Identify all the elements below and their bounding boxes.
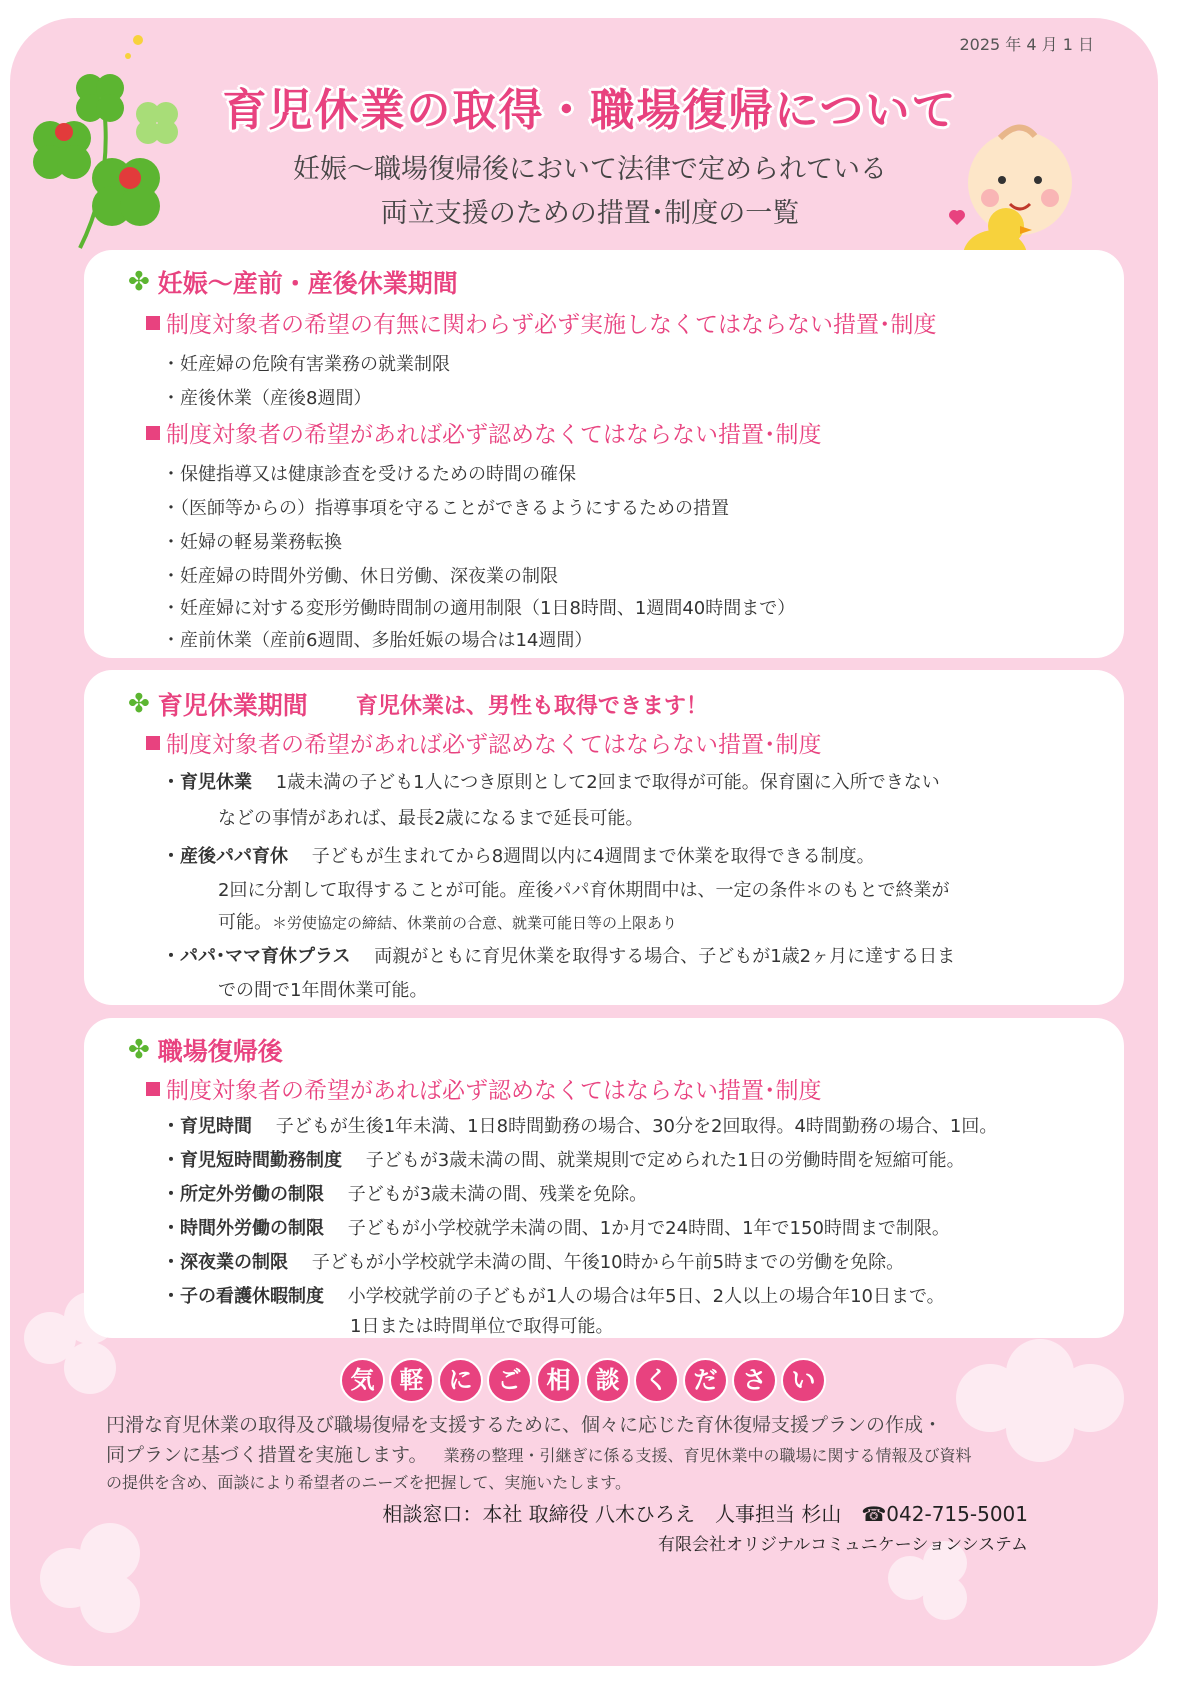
flyer-page bbox=[10, 18, 1158, 1666]
section-heading-text: 育児休業期間 bbox=[157, 691, 308, 720]
subheading-text: 制度対象者の希望の有無に関わらず必ず実施しなくてはならない措置･制度 bbox=[166, 312, 937, 338]
banner-char: い bbox=[781, 1358, 826, 1403]
clover-icon: ✤ bbox=[128, 689, 150, 719]
item-text: 子どもが3歳未満の間、就業規則で定められた1日の労働時間を短縮可能。 bbox=[365, 1150, 965, 1171]
list-item bbox=[162, 1112, 997, 1138]
footer-text-small: 業務の整理・引継ぎに係る支援、育児休業中の職場に関する情報及び資料 bbox=[443, 1446, 972, 1465]
item-text: 子どもが小学校就学未満の間、午後10時から午前5時までの労働を免除。 bbox=[311, 1252, 905, 1273]
list-item: ・妊産婦の危険有害業務の就業制限 bbox=[162, 354, 450, 375]
item-label: ・産後パパ育休 bbox=[162, 846, 288, 867]
item-label: ・時間外労働の制限 bbox=[162, 1218, 324, 1239]
item-continuation bbox=[218, 908, 677, 934]
item-continuation: での間で1年間休業可能。 bbox=[218, 980, 428, 1001]
item-text: 両親がともに育児休業を取得する場合、子どもが1歳2ヶ月に達する日ま bbox=[374, 946, 956, 967]
item-continuation: 1日または時間単位で取得可能。 bbox=[350, 1316, 614, 1337]
list-item bbox=[162, 1248, 904, 1274]
list-item-papa bbox=[162, 842, 875, 868]
list-item: ・産前休業（産前6週間、多胎妊娠の場合は14週間） bbox=[162, 630, 593, 651]
list-item bbox=[162, 1214, 950, 1240]
list-item bbox=[162, 1180, 647, 1206]
list-item: ・産後休業（産後8週間） bbox=[162, 388, 372, 409]
section-return-to-work-card bbox=[84, 1018, 1124, 1338]
subheading-text: 制度対象者の希望があれば必ず認めなくてはならない措置･制度 bbox=[166, 732, 822, 758]
section-childcare-heading bbox=[128, 686, 708, 722]
section-heading-text: 職場復帰後 bbox=[157, 1037, 283, 1066]
square-bullet-icon bbox=[146, 316, 160, 330]
list-item-ikuji bbox=[162, 768, 940, 794]
section-childcare-leave-card bbox=[84, 670, 1124, 1005]
subheading-text: 制度対象者の希望があれば必ず認めなくてはならない措置･制度 bbox=[166, 422, 822, 448]
banner-char: 気 bbox=[340, 1358, 385, 1403]
clover-icon: ✤ bbox=[128, 267, 150, 297]
footer-line-2 bbox=[106, 1440, 972, 1467]
item-text: 可能。 bbox=[218, 912, 272, 933]
list-item: ・保健指導又は健康診査を受けるための時間の確保 bbox=[162, 464, 576, 485]
subheading-on-request bbox=[146, 726, 822, 759]
footer-line-1: 円滑な育児休業の取得及び職場復帰を支援するために、個々に応じた育休復帰支援プランの作成・ bbox=[106, 1414, 943, 1436]
banner-char: だ bbox=[683, 1358, 728, 1403]
square-bullet-icon bbox=[146, 736, 160, 750]
item-text: 子どもが3歳未満の間、残業を免除。 bbox=[347, 1184, 648, 1205]
section-heading-text: 妊娠～産前・産後休業期間 bbox=[157, 269, 458, 298]
list-item bbox=[162, 1146, 965, 1172]
subtitle-line-2: 両立支援のための措置･制度の一覧 bbox=[380, 198, 800, 229]
square-bullet-icon bbox=[146, 1082, 160, 1096]
item-continuation: 2回に分割して取得することが可能。産後パパ育休期間中は、一定の条件＊のもとで終業が bbox=[218, 880, 950, 901]
banner-char: く bbox=[634, 1358, 679, 1403]
clover-icon: ✤ bbox=[128, 1035, 150, 1065]
banner-char: さ bbox=[732, 1358, 777, 1403]
footer-text: 同プランに基づく措置を実施します。 bbox=[106, 1444, 428, 1466]
page-subtitle bbox=[150, 148, 1030, 236]
banner-char: 相 bbox=[536, 1358, 581, 1403]
list-item: ・妊婦の軽易業務転換 bbox=[162, 532, 342, 553]
item-label: ・育児休業 bbox=[162, 772, 252, 793]
company-name: 有限会社オリジナルコミュニケーションシステム bbox=[657, 1535, 1028, 1555]
item-text: 子どもが生まれてから8週間以内に4週間まで休業を取得できる制度。 bbox=[311, 846, 875, 867]
banner-char: ご bbox=[487, 1358, 532, 1403]
banner-char: 軽 bbox=[389, 1358, 434, 1403]
section-pregnancy-card bbox=[84, 250, 1124, 658]
square-bullet-icon bbox=[146, 426, 160, 440]
item-label: ・育児短時間勤務制度 bbox=[162, 1150, 342, 1171]
item-label: ・所定外労働の制限 bbox=[162, 1184, 324, 1205]
page-title: 育児休業の取得・職場復帰について bbox=[222, 85, 958, 136]
issue-date: 2025 年 4 月 1 日 bbox=[959, 35, 1094, 54]
list-item: ・妊産婦の時間外労働、休日労働、深夜業の制限 bbox=[162, 566, 558, 587]
section-pregnancy-heading bbox=[128, 264, 458, 300]
list-item: ・妊産婦に対する変形労働時間制の適用制限（1日8時間、1週間40時間まで） bbox=[162, 598, 796, 619]
item-text: 子どもが生後1年未満、1日8時間勤務の場合、30分を2回取得。4時間勤務の場合、1回。 bbox=[275, 1116, 998, 1137]
section-tagline: 育児休業は、男性も取得できます！ bbox=[355, 693, 708, 719]
list-item bbox=[162, 1282, 945, 1308]
section-return-heading bbox=[128, 1032, 283, 1068]
footer-line-3: の提供を含め、面談により希望者のニーズを把握して、実施いたします。 bbox=[106, 1473, 631, 1492]
contact-info: 相談窓口：本社 取締役 八木ひろえ 人事担当 杉山 ☎042-715-5001 bbox=[382, 1502, 1028, 1526]
subtitle-line-1: 妊娠～職場復帰後において法律で定められている bbox=[293, 154, 887, 185]
subheading-on-request bbox=[146, 416, 822, 449]
item-text: 子どもが小学校就学未満の間、1か月で24時間、1年で150時間まで制限。 bbox=[347, 1218, 950, 1239]
item-label: ・子の看護休暇制度 bbox=[162, 1286, 324, 1307]
subheading-on-request bbox=[146, 1072, 822, 1105]
consult-banner bbox=[340, 1358, 826, 1403]
item-label: ・育児時間 bbox=[162, 1116, 252, 1137]
item-label: ・パパ･ママ育休プラス bbox=[162, 946, 351, 967]
subheading-mandatory bbox=[146, 306, 937, 339]
list-item-papa-mama-plus bbox=[162, 942, 955, 968]
item-note: ＊労使協定の締結、休業前の合意、就業可能日等の上限あり bbox=[272, 914, 678, 932]
list-item: ・（医師等からの）指導事項を守ることができるようにするための措置 bbox=[162, 498, 729, 519]
subheading-text: 制度対象者の希望があれば必ず認めなくてはならない措置･制度 bbox=[166, 1078, 822, 1104]
item-continuation: などの事情があれば、最長2歳になるまで延長可能。 bbox=[218, 808, 644, 829]
item-label: ・深夜業の制限 bbox=[162, 1252, 288, 1273]
item-text: 小学校就学前の子どもが1人の場合は年5日、2人以上の場合年10日まで。 bbox=[347, 1286, 945, 1307]
banner-char: に bbox=[438, 1358, 483, 1403]
item-text: 1歳未満の子ども1人につき原則として2回まで取得が可能。保育園に入所できない bbox=[275, 772, 940, 793]
banner-char: 談 bbox=[585, 1358, 630, 1403]
